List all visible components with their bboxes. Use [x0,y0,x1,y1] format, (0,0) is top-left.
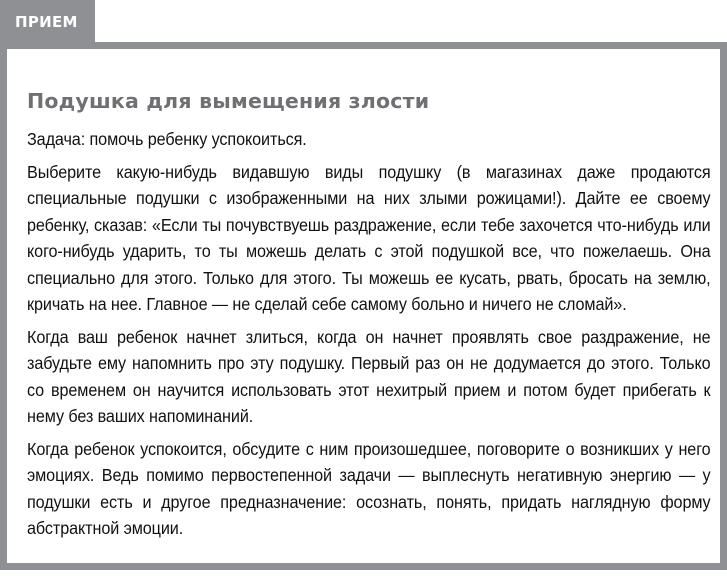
section-tab-label: ПРИЕМ [15,13,78,31]
article-content [27,89,711,548]
article-paragraph-discussion: Когда ребенок успокоится, обсудите с ним произошедшее, поговорите о возникших у него эмоциях. Ведь помимо первостепенной задачи — выплеснуть негативную энергию — у подушки есть и другое предназначение: осознать, понять, придать наглядную форму абстрактной эмоции. [27,438,711,538]
article-frame [0,42,727,570]
article-title: Подушка для вымещения злости [27,89,430,113]
article-paragraph-task: Задача: помочь ребенку успокоиться. [27,129,307,149]
article-paragraph-instructions: Выберите какую-нибудь видавшую виды подушку (в магазинах даже продаются специальные подушки с изображенными на них злыми рожицами!). Дайте ее своему ребенку, сказав: «Если ты почувствуешь раздражение, если тебе захочется что-нибудь или кого-нибудь ударить, то ты можешь делать с этой подушкой все, что пожелаешь. Она специально для этого. Только для этого. Ты можешь ее кусать, рвать, бросать на землю, кричать на нее. Главное — не сделай себе самому больно и ничего не сломай». [27,161,711,314]
article-paragraph-reminder: Когда ваш ребенок начнет злиться, когда он начнет проявлять свое раздражение, не забудьте ему напомнить про эту подушку. Первый раз он не додумается до этого. Только со временем он научится использовать этот нехитрый прием и потом будет прибегать к нему без ваших напоминаний. [27,326,711,426]
section-tab [0,0,95,44]
